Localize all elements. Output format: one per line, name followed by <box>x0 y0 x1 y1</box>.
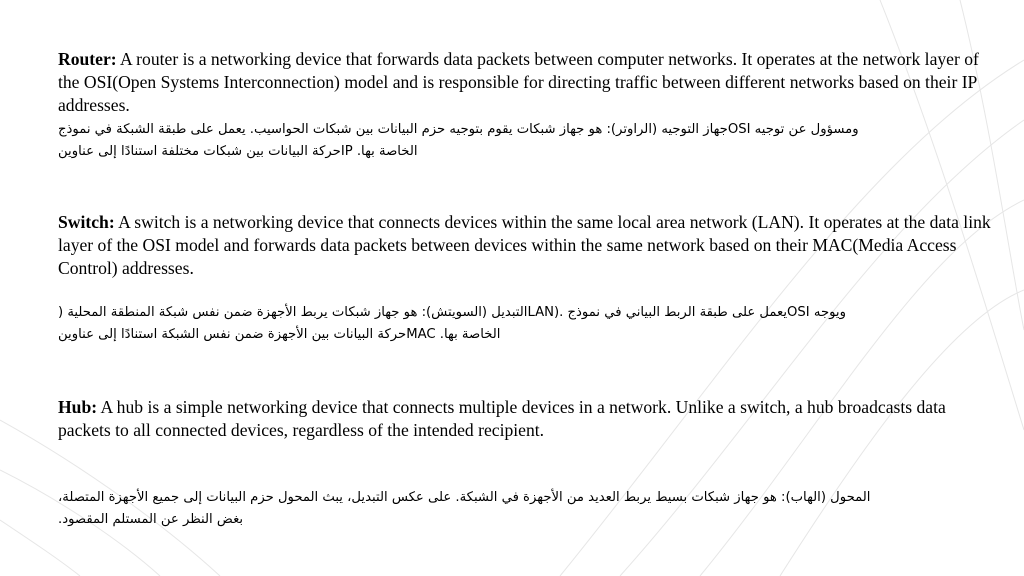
router-arabic-paragraph <box>58 119 983 163</box>
switch-arabic-line-1: ويوجه OSIيعمل على طبقة الربط البياني في نموذج .(LANالتبديل (السويتش): هو جهاز شبكات يربط الأجهزة ضمن نفس شبكة المنطقة المحلية ( <box>58 305 846 320</box>
router-term: Router: <box>58 49 117 69</box>
router-paragraph <box>58 48 993 117</box>
hub-paragraph <box>58 396 993 442</box>
switch-arabic-line-2: الخاصة بها. MACحركة البيانات بين الأجهزة ضمن نفس الشبكة استنادًا إلى عناوين <box>58 327 501 342</box>
hub-arabic-line-1: المحول (الهاب): هو جهاز شبكات بسيط يربط العديد من الأجهزة في الشبكة. على عكس التبديل، يبث المحول حزم البيانات إلى جميع الأجهزة المتصلة، <box>58 490 871 505</box>
hub-term: Hub: <box>58 397 98 417</box>
hub-arabic-paragraph <box>58 487 973 531</box>
switch-description: A switch is a networking device that connects devices within the same local area network (LAN). It operates at the data link layer of the OSI model and forwards data packets between devices within the same network based on their MAC(Media Access Control) addresses. <box>58 212 991 278</box>
switch-term: Switch: <box>58 212 115 232</box>
hub-arabic-line-2: بغض النظر عن المستلم المقصود. <box>58 512 244 527</box>
router-description: A router is a networking device that forwards data packets between computer networks. It operates at the network layer of the OSI(Open Systems Interconnection) model and is responsible for directing traffic between different networks based on their IP addresses. <box>58 49 979 115</box>
switch-arabic-paragraph <box>58 302 968 346</box>
router-arabic-line-1: ومسؤول عن توجيه OSIجهاز التوجيه (الراوتر): هو جهاز شبكات يقوم بتوجيه حزم البيانات بين شبكات الحواسيب. يعمل على طبقة الشبكة في نموذج <box>58 122 859 137</box>
router-arabic-line-2: الخاصة بها. IPحركة البيانات بين شبكات مختلفة استنادًا إلى عناوين <box>58 144 418 159</box>
switch-paragraph <box>58 211 993 280</box>
hub-description: A hub is a simple networking device that connects multiple devices in a network. Unlike a switch, a hub broadcasts data packets to all connected devices, regardless of the intended recipient. <box>58 397 946 440</box>
